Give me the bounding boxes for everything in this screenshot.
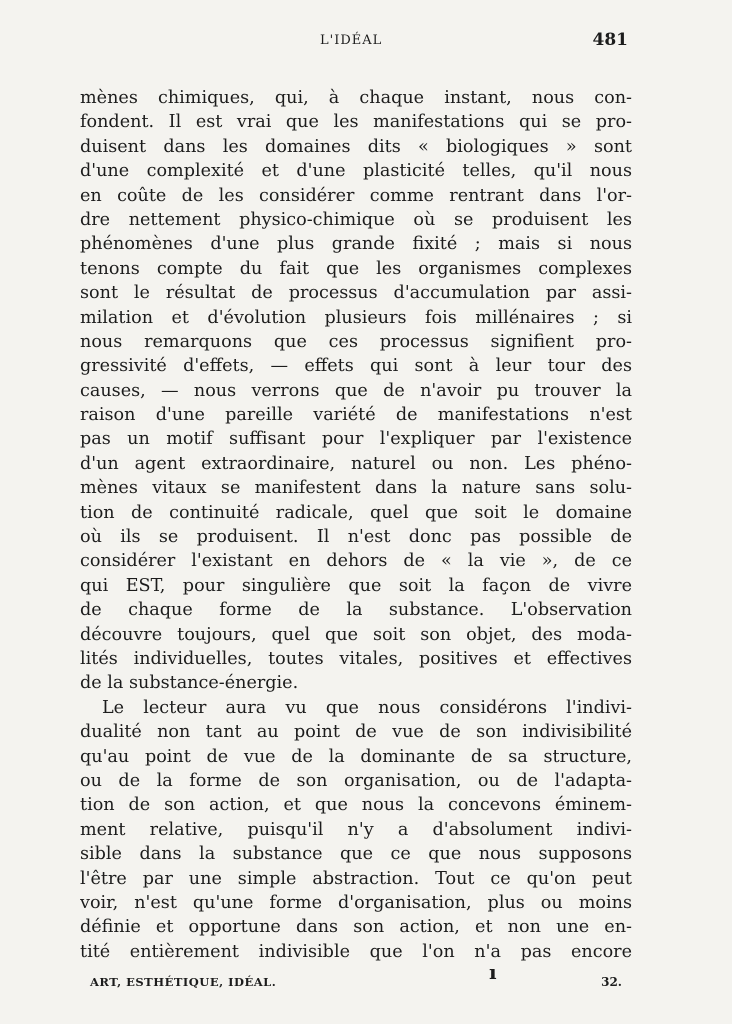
text-line: raison d'une pareille variété de manifestations n'est (80, 405, 632, 426)
text-line: découvre toujours, quel que soit son objet, des moda- (80, 624, 632, 645)
text-line: tité entièrement indivisible que l'on n'a pas encore (80, 941, 632, 962)
text-line: définie et opportune dans son action, et non une en- (80, 917, 632, 938)
text-line: qu'au point de vue de la dominante de sa structure, (80, 746, 632, 767)
text-line: milation et d'évolution plusieurs fois millénaires ; si (80, 307, 632, 328)
text-line: d'une complexité et d'une plasticité telles, qu'il nous (80, 161, 632, 182)
text-line: mènes chimiques, qui, à chaque instant, nous con- (80, 88, 632, 108)
text-line: Le lecteur aura vu que nous considérons l'indivi- (102, 697, 632, 718)
text-line: ou de la forme de son organisation, ou de l'adapta- (80, 770, 632, 791)
text-line: qui EST, pour singulière que soit la façon de vivre (80, 575, 632, 596)
text-line: lités individuelles, toutes vitales, positives et effectives (80, 648, 632, 669)
text-line: tenons compte du fait que les organismes complexes (80, 258, 632, 279)
text-line: sont le résultat de processus d'accumulation par assi- (80, 283, 632, 304)
paragraph-2 (80, 696, 632, 964)
text-line: nous remarquons que ces processus signifient pro- (80, 331, 632, 352)
text-line: dre nettement physico-chimique où se produisent les (80, 209, 632, 230)
text-line: fondent. Il est vrai que les manifestations qui se pro- (80, 112, 632, 133)
text-line: pas un motif suffisant pour l'expliquer par l'existence (80, 429, 632, 450)
footer-mark: ı (489, 960, 497, 984)
text-line: duisent dans les domaines dits « biologiques » sont (80, 136, 632, 157)
text-line: tion de son action, et que nous la concevons éminem- (80, 795, 632, 816)
text-line: phénomènes d'une plus grande fixité ; mais si nous (80, 234, 632, 255)
text-line: mènes vitaux se manifestent dans la nature sans solu- (80, 478, 632, 499)
paragraph-1 (80, 86, 632, 696)
text-line: voir, n'est qu'une forme d'organisation, plus ou moins (80, 892, 632, 913)
text-line: l'être par une simple abstraction. Tout ce qu'on peut (80, 868, 632, 889)
signature-number: 32. (601, 975, 622, 989)
text-line: en coûte de les considérer comme rentrant dans l'or- (80, 185, 632, 206)
text-line: ment relative, puisqu'il n'y a d'absolument indivi- (80, 819, 632, 840)
text-line: gressivité d'effets, — effets qui sont à leur tour des (80, 356, 632, 377)
text-line: de la substance-énergie. (80, 673, 299, 694)
text-line: dualité non tant au point de vue de son indivisibilité (80, 722, 632, 743)
text-line: d'un agent extraordinaire, naturel ou non. Les phéno- (80, 453, 632, 474)
page-number: 481 (592, 30, 628, 50)
text-line: de chaque forme de la substance. L'observation (80, 600, 632, 621)
footer-book-title: ART, ESTHÉTIQUE, IDÉAL. (90, 975, 277, 989)
text-line: où ils se produisent. Il n'est donc pas possible de (80, 527, 632, 548)
text-line: tion de continuité radicale, quel que soit le domaine (80, 502, 632, 523)
text-line: sible dans la substance que ce que nous supposons (80, 844, 632, 865)
text-line: causes, — nous verrons que de n'avoir pu trouver la (80, 380, 632, 401)
text-line: considérer l'existant en dehors de « la vie », de ce (80, 551, 632, 572)
body-text (80, 86, 632, 964)
running-title: L'IDÉAL (320, 33, 383, 48)
